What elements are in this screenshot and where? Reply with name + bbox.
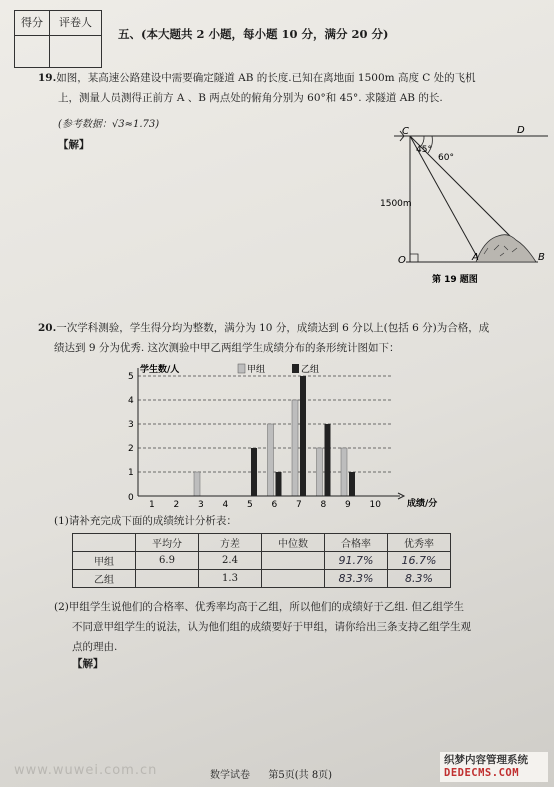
watermark-right xyxy=(440,752,548,782)
legend-swatch-jia xyxy=(238,364,245,373)
fig-angle-60: 60° xyxy=(438,153,454,163)
q19-text1: 如图，某高速公路建设中需要确定隧道 AB 的长度.已知在离地面 1500m 高度 C 处的飞机 xyxy=(56,72,476,84)
x-tick-label: 7 xyxy=(296,500,302,510)
x-tick-label: 5 xyxy=(247,500,253,510)
q20-part2-line3: 点的理由. xyxy=(72,641,118,653)
fig-label-D: D xyxy=(517,125,525,136)
bar-jia xyxy=(194,472,200,496)
legend-swatch-yi xyxy=(292,364,299,373)
score-box xyxy=(14,10,102,68)
bar-yi xyxy=(251,448,257,496)
x-tick-label: 8 xyxy=(320,500,327,510)
y-tick-label: 2 xyxy=(128,444,134,454)
bar-jia xyxy=(317,448,323,496)
y-tick-label: 1 xyxy=(128,468,134,478)
q20-number: 20. xyxy=(38,322,57,334)
q19-solution-label: 【解】 xyxy=(58,139,90,151)
stats-cell xyxy=(136,570,199,588)
q19-figure xyxy=(380,122,550,292)
x-tick-label: 9 xyxy=(345,500,351,510)
stats-header-row xyxy=(73,534,451,552)
fig-label-B: B xyxy=(538,252,545,263)
y-tick-label: 3 xyxy=(128,420,134,430)
footer-page: 第5页(共 8页) xyxy=(268,770,333,781)
x-axis-label: 成绩/分 xyxy=(407,499,438,509)
x-tick-label: 3 xyxy=(198,500,204,510)
stats-cell: 16.7% xyxy=(388,552,451,570)
stats-cell: 6.9 xyxy=(136,552,199,570)
stats-cell: 91.7% xyxy=(325,552,388,570)
stats-cell xyxy=(262,552,325,570)
fig-angle-45: 45° xyxy=(416,145,432,155)
stats-header-cell xyxy=(73,534,136,552)
y-tick-label: 4 xyxy=(128,396,134,406)
q20-solution-label: 【解】 xyxy=(72,658,104,670)
stats-header-cell: 方差 xyxy=(199,534,262,552)
x-tick-label: 4 xyxy=(222,500,229,510)
bar-yi xyxy=(325,424,331,496)
page-footer xyxy=(210,766,332,781)
legend-label-yi: 乙组 xyxy=(301,365,320,375)
watermark-en: DEDECMS.COM xyxy=(444,767,520,779)
stats-row-yi xyxy=(73,570,451,588)
stats-cell: 83.3% xyxy=(325,570,388,588)
q19-number: 19. xyxy=(38,72,57,84)
fig-caption: 第 19 题图 xyxy=(432,275,478,285)
bar-yi xyxy=(276,472,282,496)
q19-line2: 上，测量人员测得正前方 A 、B 两点处的俯角分别为 60°和 45°. 求隧道 AB 的长. xyxy=(58,92,443,104)
fig-label-A: A xyxy=(472,252,479,263)
bar-jia xyxy=(268,424,274,496)
origin-label: 0 xyxy=(128,493,134,503)
stats-cell: 乙组 xyxy=(73,570,136,588)
bar-yi xyxy=(300,376,306,496)
footer-subject: 数学试卷 xyxy=(210,770,250,781)
stats-table xyxy=(72,533,451,588)
q20-text1: 一次学科测验，学生得分均为整数，满分为 10 分，成绩达到 6 分以上(包括 6 分)为合格，成 xyxy=(56,322,490,334)
q19-reference: (参考数据：√3≈1.73) xyxy=(58,119,160,130)
chart-bars xyxy=(194,376,355,496)
section-title: 五、(本大题共 2 小题，每小题 10 分，满分 20 分) xyxy=(118,27,389,41)
x-tick-label: 6 xyxy=(271,500,278,510)
watermark-left: www.wuwei.com.cn xyxy=(14,763,158,778)
stats-header-cell: 合格率 xyxy=(325,534,388,552)
grader-label: 评卷人 xyxy=(59,16,92,29)
stats-row-jia xyxy=(73,552,451,570)
legend-label-jia: 甲组 xyxy=(247,365,266,375)
stats-cell: 1.3 xyxy=(199,570,262,588)
score-label: 得分 xyxy=(21,16,43,29)
bar-jia xyxy=(292,400,298,496)
q20-line1 xyxy=(38,318,489,338)
fig-label-C: C xyxy=(402,126,409,137)
fig-label-O: O xyxy=(398,255,406,266)
x-tick-label: 2 xyxy=(173,500,180,510)
stats-header-cell: 平均分 xyxy=(136,534,199,552)
y-axis-label: 学生数/人 xyxy=(140,365,180,375)
watermark-cn: 织梦内容管理系统 xyxy=(444,754,528,766)
score-bar-chart xyxy=(110,358,450,510)
q20-part2-line2: 不同意甲组学生的说法，认为他们组的成绩要好于甲组，请你给出三条支持乙组学生观 xyxy=(72,621,471,633)
q20-part1: (1)请补充完成下面的成绩统计分析表： xyxy=(54,515,237,527)
stats-cell: 甲组 xyxy=(73,552,136,570)
bar-yi xyxy=(349,472,355,496)
q20-part2-line1: (2)甲组学生说他们的合格率、优秀率均高于乙组，所以他们的成绩好于乙组. 但乙组学生 xyxy=(54,601,465,613)
stats-header-cell: 优秀率 xyxy=(388,534,451,552)
chart-grid xyxy=(138,376,392,472)
fig-height: 1500m xyxy=(380,199,412,209)
stats-header-cell: 中位数 xyxy=(262,534,325,552)
x-tick-label: 1 xyxy=(149,500,155,510)
stats-cell: 8.3% xyxy=(388,570,451,588)
x-tick-label: 10 xyxy=(369,500,381,510)
y-tick-label: 5 xyxy=(128,372,134,382)
stats-cell xyxy=(262,570,325,588)
stats-cell: 2.4 xyxy=(199,552,262,570)
q19-line1 xyxy=(38,68,476,88)
bar-jia xyxy=(341,448,347,496)
q20-line2: 绩达到 9 分为优秀. 这次测验中甲乙两组学生成绩分布的条形统计图如下： xyxy=(54,342,400,354)
